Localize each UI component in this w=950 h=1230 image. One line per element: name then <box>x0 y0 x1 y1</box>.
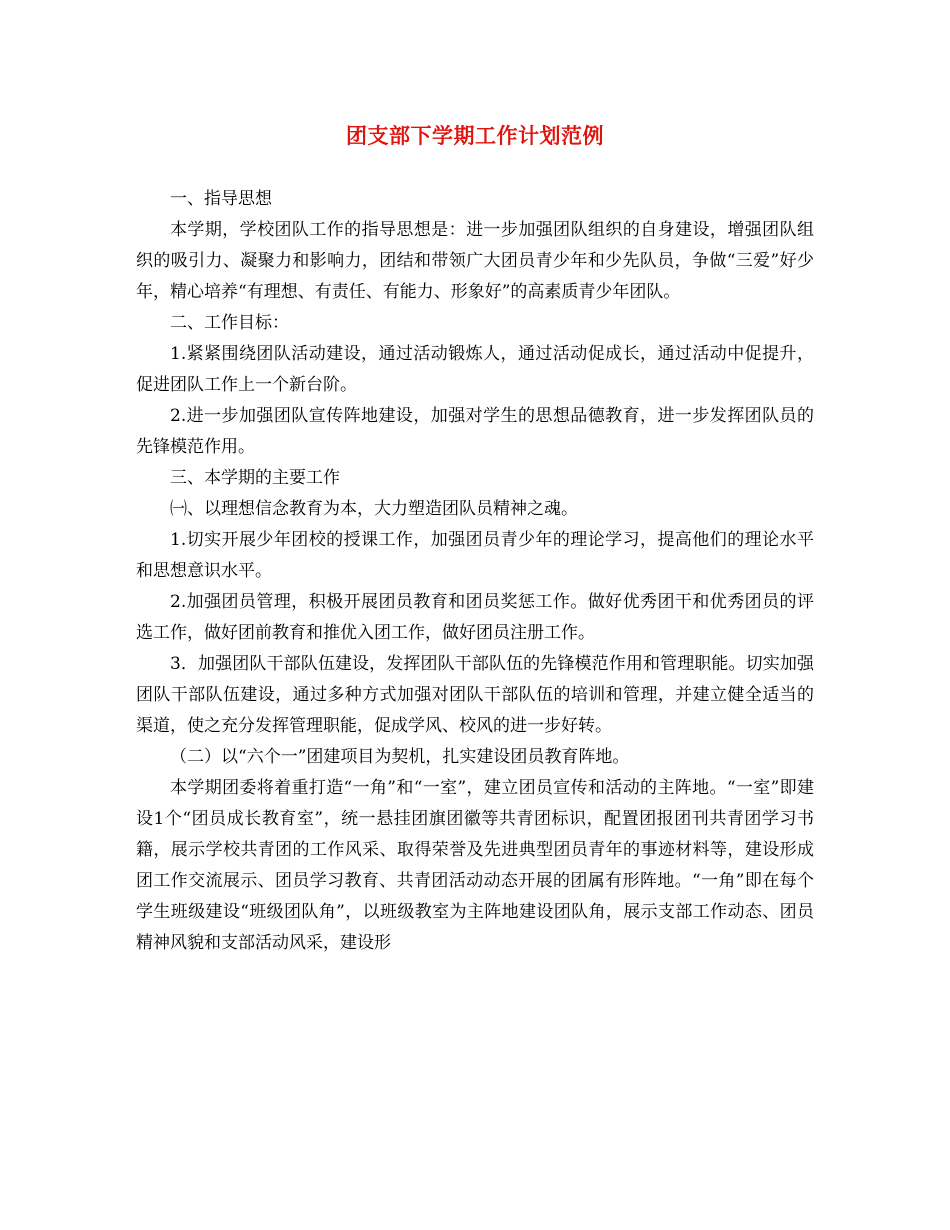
paragraph-work-item-2: 2.加强团员管理，积极开展团员教育和团员奖惩工作。做好优秀团干和优秀团员的评选工作，做好团前教育和推优入团工作，做好团员注册工作。 <box>136 592 814 643</box>
subheading-six-ones: （二）以“六个一”团建项目为契机，扎实建设团员教育阵地。 <box>170 747 630 767</box>
paragraph-work-item-3: 3．加强团队干部队伍建设，发挥团队干部队伍的先锋模范作用和管理职能。切实加强团队干部队伍建设，通过多种方式加强对团队干部队伍的培训和管理，并建立健全适当的渠道，使之充分发挥管理职能，促成学风、校风的进一步好转。 <box>136 654 814 736</box>
paragraph-guiding-ideology: 本学期，学校团队工作的指导思想是：进一步加强团队组织的自身建设，增强团队组织的吸引力、凝聚力和影响力，团结和带领广大团员青少年和少先队员，争做“三爱”好少年，精心培养“有理想、有责任、有能力、形象好”的高素质青少年团队。 <box>136 220 814 302</box>
paragraph-work-item-1: 1.切实开展少年团校的授课工作，加强团员青少年的理论学习，提高他们的理论水平和思想意识水平。 <box>136 530 814 581</box>
paragraph-goal-1: 1.紧紧围绕团队活动建设，通过活动锻炼人，通过活动促成长，通过活动中促提升，促进团队工作上一个新台阶。 <box>136 344 814 395</box>
heading-guiding-ideology: 一、指导思想 <box>170 189 272 209</box>
heading-main-work: 三、本学期的主要工作 <box>170 468 340 488</box>
document-page <box>136 0 814 959</box>
document-body <box>136 184 814 959</box>
heading-work-goals: 二、工作目标： <box>170 313 289 333</box>
subheading-ideals-education: ㈠、以理想信念教育为本，大力塑造团队员精神之魂。 <box>170 499 578 519</box>
paragraph-goal-2: 2.进一步加强团队宣传阵地建设，加强对学生的思想品德教育，进一步发挥团队员的先锋模范作用。 <box>136 406 814 457</box>
paragraph-corner-and-room: 本学期团委将着重打造“一角”和“一室”，建立团员宣传和活动的主阵地。“一室”即建设1个“团员成长教育室”，统一悬挂团旗团徽等共青团标识，配置团报团刊共青团学习书籍，展示学校共青团的工作风采、取得荣誉及先进典型团员青年的事迹材料等，建设形成团工作交流展示、团员学习教育、共青团活动动态开展的团属有形阵地。“一角”即在每个学生班级建设“班级团队角”，以班级教室为主阵地建设团队角，展示支部工作动态、团员精神风貌和支部活动风采，建设形 <box>136 778 814 953</box>
document-title: 团支部下学期工作计划范例 <box>346 123 604 148</box>
